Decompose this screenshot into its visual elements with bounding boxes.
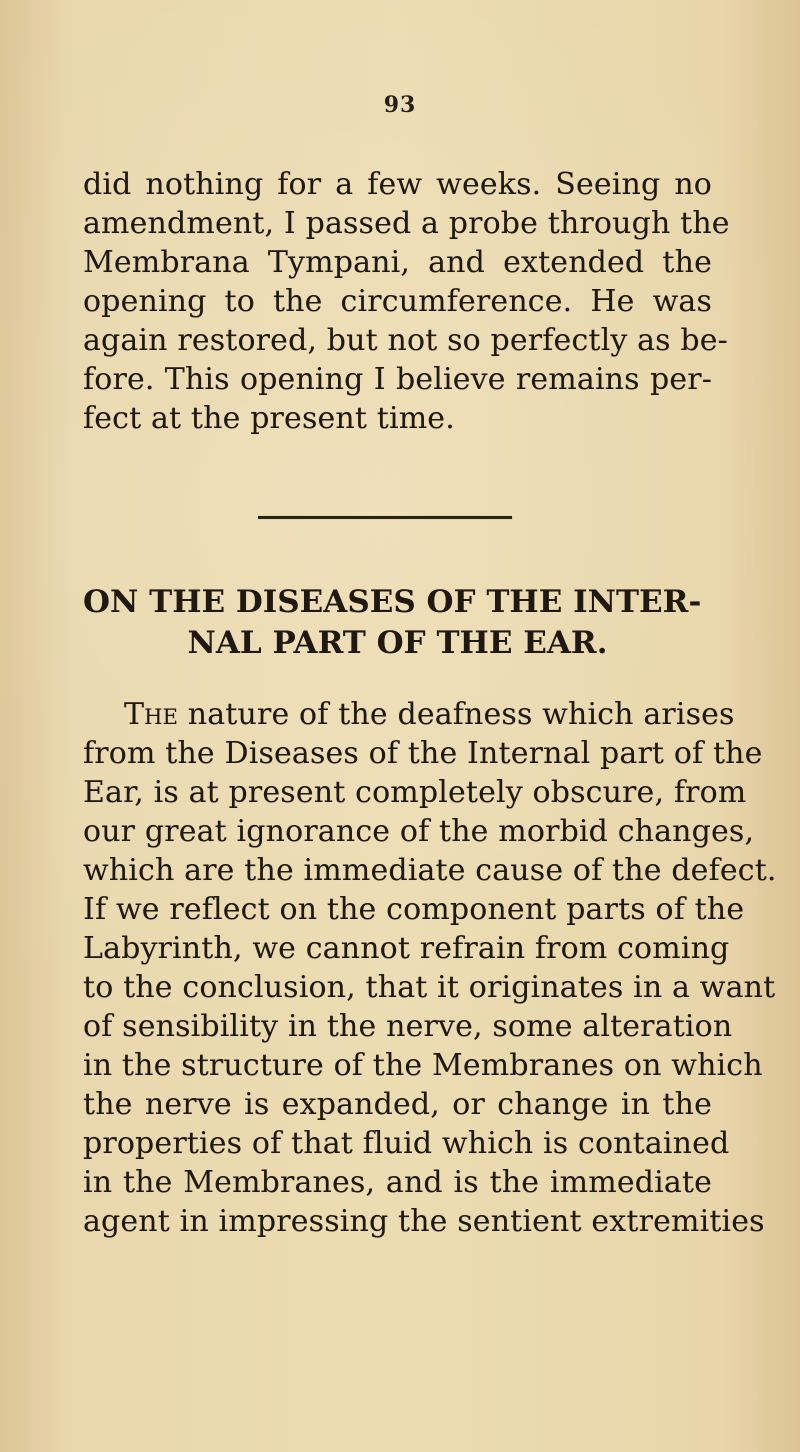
text-line: If we reflect on the component parts of the [83,892,745,927]
opening-line-rest: nature of the deafness which arises [178,697,735,732]
text-line: to the conclusion, that it originates in a want [83,970,776,1005]
opening-word: The [124,697,179,732]
text-line: Membrana Tympani, and extended the [83,245,712,280]
text-line: from the Diseases of the Internal part of the [83,736,763,771]
text-line: opening to the circumference. He was [83,284,712,319]
text-line: did nothing for a few weeks. Seeing no [83,167,712,202]
section-heading-line: ON THE DISEASES OF THE INTER- [83,584,702,620]
text-line: agent in impressing the sentient extremities [83,1204,765,1239]
section-heading-line: NAL PART OF THE EAR. [187,625,608,661]
text-line: properties of that fluid which is contained [83,1126,730,1161]
text-line: in the structure of the Membranes on which [83,1048,763,1083]
text-line: of sensibility in the nerve, some alteration [83,1009,733,1044]
text-line: again restored, but not so perfectly as be- [83,323,728,358]
text-line: fect at the present time. [83,401,455,436]
section-divider [258,516,512,519]
text-line: in the Membranes, and is the immediate [83,1165,712,1200]
text-line: our great ignorance of the morbid changes, [83,814,755,849]
text-line: Ear, is at present completely obscure, from [83,775,747,810]
text-line: the nerve is expanded, or change in the [83,1087,712,1122]
text-line: fore. This opening I believe remains per- [83,362,712,397]
text-line: amendment, I passed a probe through the [83,206,730,241]
text-line: Labyrinth, we cannot refrain from coming [83,931,730,966]
page-number: 93 [383,92,417,118]
text-line: which are the immediate cause of the defect. [83,853,777,888]
paragraph-opening-line [124,697,735,733]
